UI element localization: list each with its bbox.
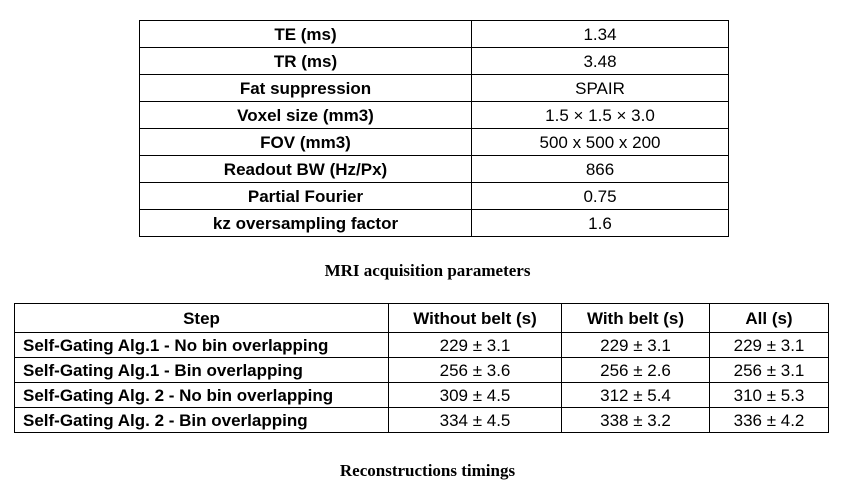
- all-time: 256 ± 3.1: [710, 358, 829, 383]
- step-name: Self-Gating Alg. 2 - Bin overlapping: [15, 408, 389, 433]
- table-row: [140, 48, 729, 75]
- parameter-name: TR (ms): [140, 48, 472, 75]
- table-row: [140, 156, 729, 183]
- table-row: [140, 210, 729, 237]
- with-belt-time: 229 ± 3.1: [562, 333, 710, 358]
- table-row: [15, 383, 829, 408]
- with-belt-time: 338 ± 3.2: [562, 408, 710, 433]
- parameter-value: 500 x 500 x 200: [472, 129, 729, 156]
- table-row: [140, 129, 729, 156]
- table-header-row: [15, 304, 829, 333]
- column-header-without-belt: Without belt (s): [389, 304, 562, 333]
- table-row: [140, 183, 729, 210]
- without-belt-time: 229 ± 3.1: [389, 333, 562, 358]
- parameter-name: Partial Fourier: [140, 183, 472, 210]
- all-time: 310 ± 5.3: [710, 383, 829, 408]
- parameter-value: SPAIR: [472, 75, 729, 102]
- without-belt-time: 309 ± 4.5: [389, 383, 562, 408]
- table-row: [140, 21, 729, 48]
- parameter-value: 1.34: [472, 21, 729, 48]
- column-header-step: Step: [15, 304, 389, 333]
- reconstruction-timings-table: [14, 303, 829, 433]
- table-row: [140, 102, 729, 129]
- without-belt-time: 256 ± 3.6: [389, 358, 562, 383]
- step-name: Self-Gating Alg.1 - No bin overlapping: [15, 333, 389, 358]
- parameter-name: Readout BW (Hz/Px): [140, 156, 472, 183]
- parameter-name: TE (ms): [140, 21, 472, 48]
- parameter-value: 3.48: [472, 48, 729, 75]
- all-time: 229 ± 3.1: [710, 333, 829, 358]
- table-row: [15, 408, 829, 433]
- without-belt-time: 334 ± 4.5: [389, 408, 562, 433]
- acquisition-table-caption: MRI acquisition parameters: [324, 261, 531, 280]
- step-name: Self-Gating Alg. 2 - No bin overlapping: [15, 383, 389, 408]
- column-header-with-belt: With belt (s): [562, 304, 710, 333]
- table-row: [140, 75, 729, 102]
- step-name: Self-Gating Alg.1 - Bin overlapping: [15, 358, 389, 383]
- parameter-name: kz oversampling factor: [140, 210, 472, 237]
- parameter-name: FOV (mm3): [140, 129, 472, 156]
- parameter-name: Fat suppression: [140, 75, 472, 102]
- parameter-value: 0.75: [472, 183, 729, 210]
- parameter-value: 866: [472, 156, 729, 183]
- table-row: [15, 333, 829, 358]
- column-header-all: All (s): [710, 304, 829, 333]
- parameter-value: 1.5 × 1.5 × 3.0: [472, 102, 729, 129]
- with-belt-time: 256 ± 2.6: [562, 358, 710, 383]
- with-belt-time: 312 ± 5.4: [562, 383, 710, 408]
- acquisition-parameters-table: [139, 20, 729, 237]
- timings-table-caption: Reconstructions timings: [339, 461, 516, 480]
- table-row: [15, 358, 829, 383]
- all-time: 336 ± 4.2: [710, 408, 829, 433]
- parameter-name: Voxel size (mm3): [140, 102, 472, 129]
- parameter-value: 1.6: [472, 210, 729, 237]
